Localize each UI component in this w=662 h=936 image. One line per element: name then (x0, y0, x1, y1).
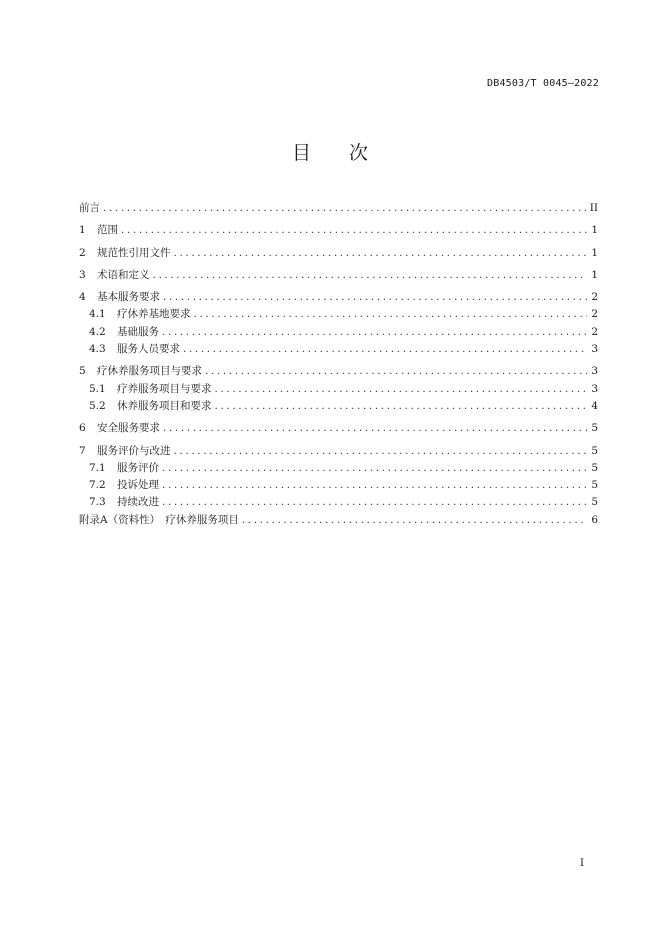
toc-entry-page: 3 (591, 382, 598, 395)
toc-entry-page: 2 (591, 308, 598, 321)
toc-entry-page: 5 (591, 422, 598, 435)
toc-entry-label: 服务评价与改进 (97, 444, 171, 457)
toc-entry-number: 7.1 (89, 461, 106, 474)
toc-dot-leader (103, 200, 586, 217)
toc-entry-number: 7.2 (89, 479, 106, 492)
toc-entry-label: 疗休养服务项目与要求 (97, 365, 202, 378)
toc-entry-4-1[interactable] (79, 306, 598, 323)
toc-dot-leader (174, 245, 588, 262)
toc-entry-label: 持续改进 (117, 496, 159, 509)
toc-dot-leader (153, 267, 588, 284)
toc-entry-number: 4.1 (89, 308, 106, 321)
toc-entry-appendix-a[interactable] (79, 512, 598, 529)
toc-entry-number: 7 (79, 444, 86, 457)
toc-entry-page: 1 (591, 246, 598, 259)
toc-entry-4[interactable] (79, 289, 598, 306)
toc-entry-label: 安全服务要求 (97, 422, 160, 435)
toc-dot-leader (242, 512, 587, 529)
toc-entry-label: 基本服务要求 (97, 291, 160, 304)
table-of-contents (79, 200, 598, 529)
toc-entry-page: 4 (591, 399, 598, 412)
toc-entry-label: 规范性引用文件 (97, 246, 171, 259)
document-code: DB4503/T 0045—2022 (487, 78, 599, 89)
toc-entry-number: 4 (79, 291, 86, 304)
toc-entry-label: 附录A（资料性） 疗休养服务项目 (79, 513, 239, 526)
toc-dot-leader (174, 443, 588, 460)
toc-entry-number: 5.1 (89, 382, 106, 395)
toc-entry-page: 1 (591, 224, 598, 237)
toc-entry-5-2[interactable] (79, 398, 598, 415)
toc-entry-page: 2 (591, 291, 598, 304)
toc-entry-4-2[interactable] (79, 324, 598, 341)
toc-dot-leader (121, 222, 587, 239)
toc-entry-foreword[interactable] (79, 200, 598, 217)
toc-entry-number: 7.3 (89, 496, 106, 509)
toc-entry-page: 1 (591, 268, 598, 281)
toc-entry-page: 5 (591, 461, 598, 474)
toc-entry-label: 前言 (79, 202, 100, 214)
toc-title-char: 次 (349, 142, 371, 164)
toc-entry-7-1[interactable] (79, 460, 598, 477)
toc-dot-leader (215, 398, 588, 415)
toc-entry-page: 5 (591, 496, 598, 509)
toc-entry-page: 2 (591, 325, 598, 338)
toc-entry-7[interactable] (79, 443, 598, 460)
toc-entry-number: 1 (79, 224, 86, 237)
toc-entry-6[interactable] (79, 420, 598, 437)
page-number: I (580, 858, 584, 869)
toc-entry-3[interactable] (79, 267, 598, 284)
toc-title-char: 目 (291, 142, 313, 164)
toc-entry-2[interactable] (79, 245, 598, 262)
toc-entry-7-3[interactable] (79, 494, 598, 511)
toc-entry-label: 休养服务项目和要求 (117, 399, 212, 412)
toc-dot-leader (162, 477, 587, 494)
toc-entry-number: 5.2 (89, 399, 106, 412)
toc-entry-page: 3 (591, 365, 598, 378)
toc-entry-label: 基础服务 (117, 325, 159, 338)
toc-entry-page: 3 (591, 343, 598, 356)
toc-entry-5[interactable] (79, 363, 598, 380)
toc-entry-label: 疗休养基地要求 (117, 308, 191, 321)
toc-dot-leader (205, 363, 587, 380)
toc-entry-label: 投诉处理 (117, 479, 159, 492)
toc-entry-number: 4.3 (89, 343, 106, 356)
toc-dot-leader (194, 306, 588, 323)
toc-entry-1[interactable] (79, 222, 598, 239)
toc-entry-label: 疗养服务项目与要求 (117, 382, 212, 395)
toc-entry-label: 术语和定义 (97, 268, 150, 281)
toc-entry-page: II (589, 202, 598, 214)
toc-entry-page: 5 (591, 479, 598, 492)
toc-entry-4-3[interactable] (79, 341, 598, 358)
toc-dot-leader (183, 341, 587, 358)
toc-entry-7-2[interactable] (79, 477, 598, 494)
toc-entry-label: 范围 (97, 224, 118, 237)
toc-dot-leader (163, 289, 587, 306)
toc-dot-leader (163, 420, 587, 437)
toc-dot-leader (215, 381, 588, 398)
toc-entry-5-1[interactable] (79, 381, 598, 398)
toc-entry-page: 6 (591, 513, 598, 526)
toc-entry-page: 5 (591, 444, 598, 457)
toc-title (0, 138, 662, 165)
toc-dot-leader (162, 460, 587, 477)
toc-entry-number: 6 (79, 422, 86, 435)
toc-entry-number: 3 (79, 268, 86, 281)
toc-entry-number: 5 (79, 365, 86, 378)
toc-dot-leader (162, 324, 587, 341)
toc-entry-number: 2 (79, 246, 86, 259)
toc-entry-label: 服务人员要求 (117, 343, 180, 356)
toc-dot-leader (162, 494, 587, 511)
toc-entry-label: 服务评价 (117, 461, 159, 474)
toc-entry-number: 4.2 (89, 325, 106, 338)
